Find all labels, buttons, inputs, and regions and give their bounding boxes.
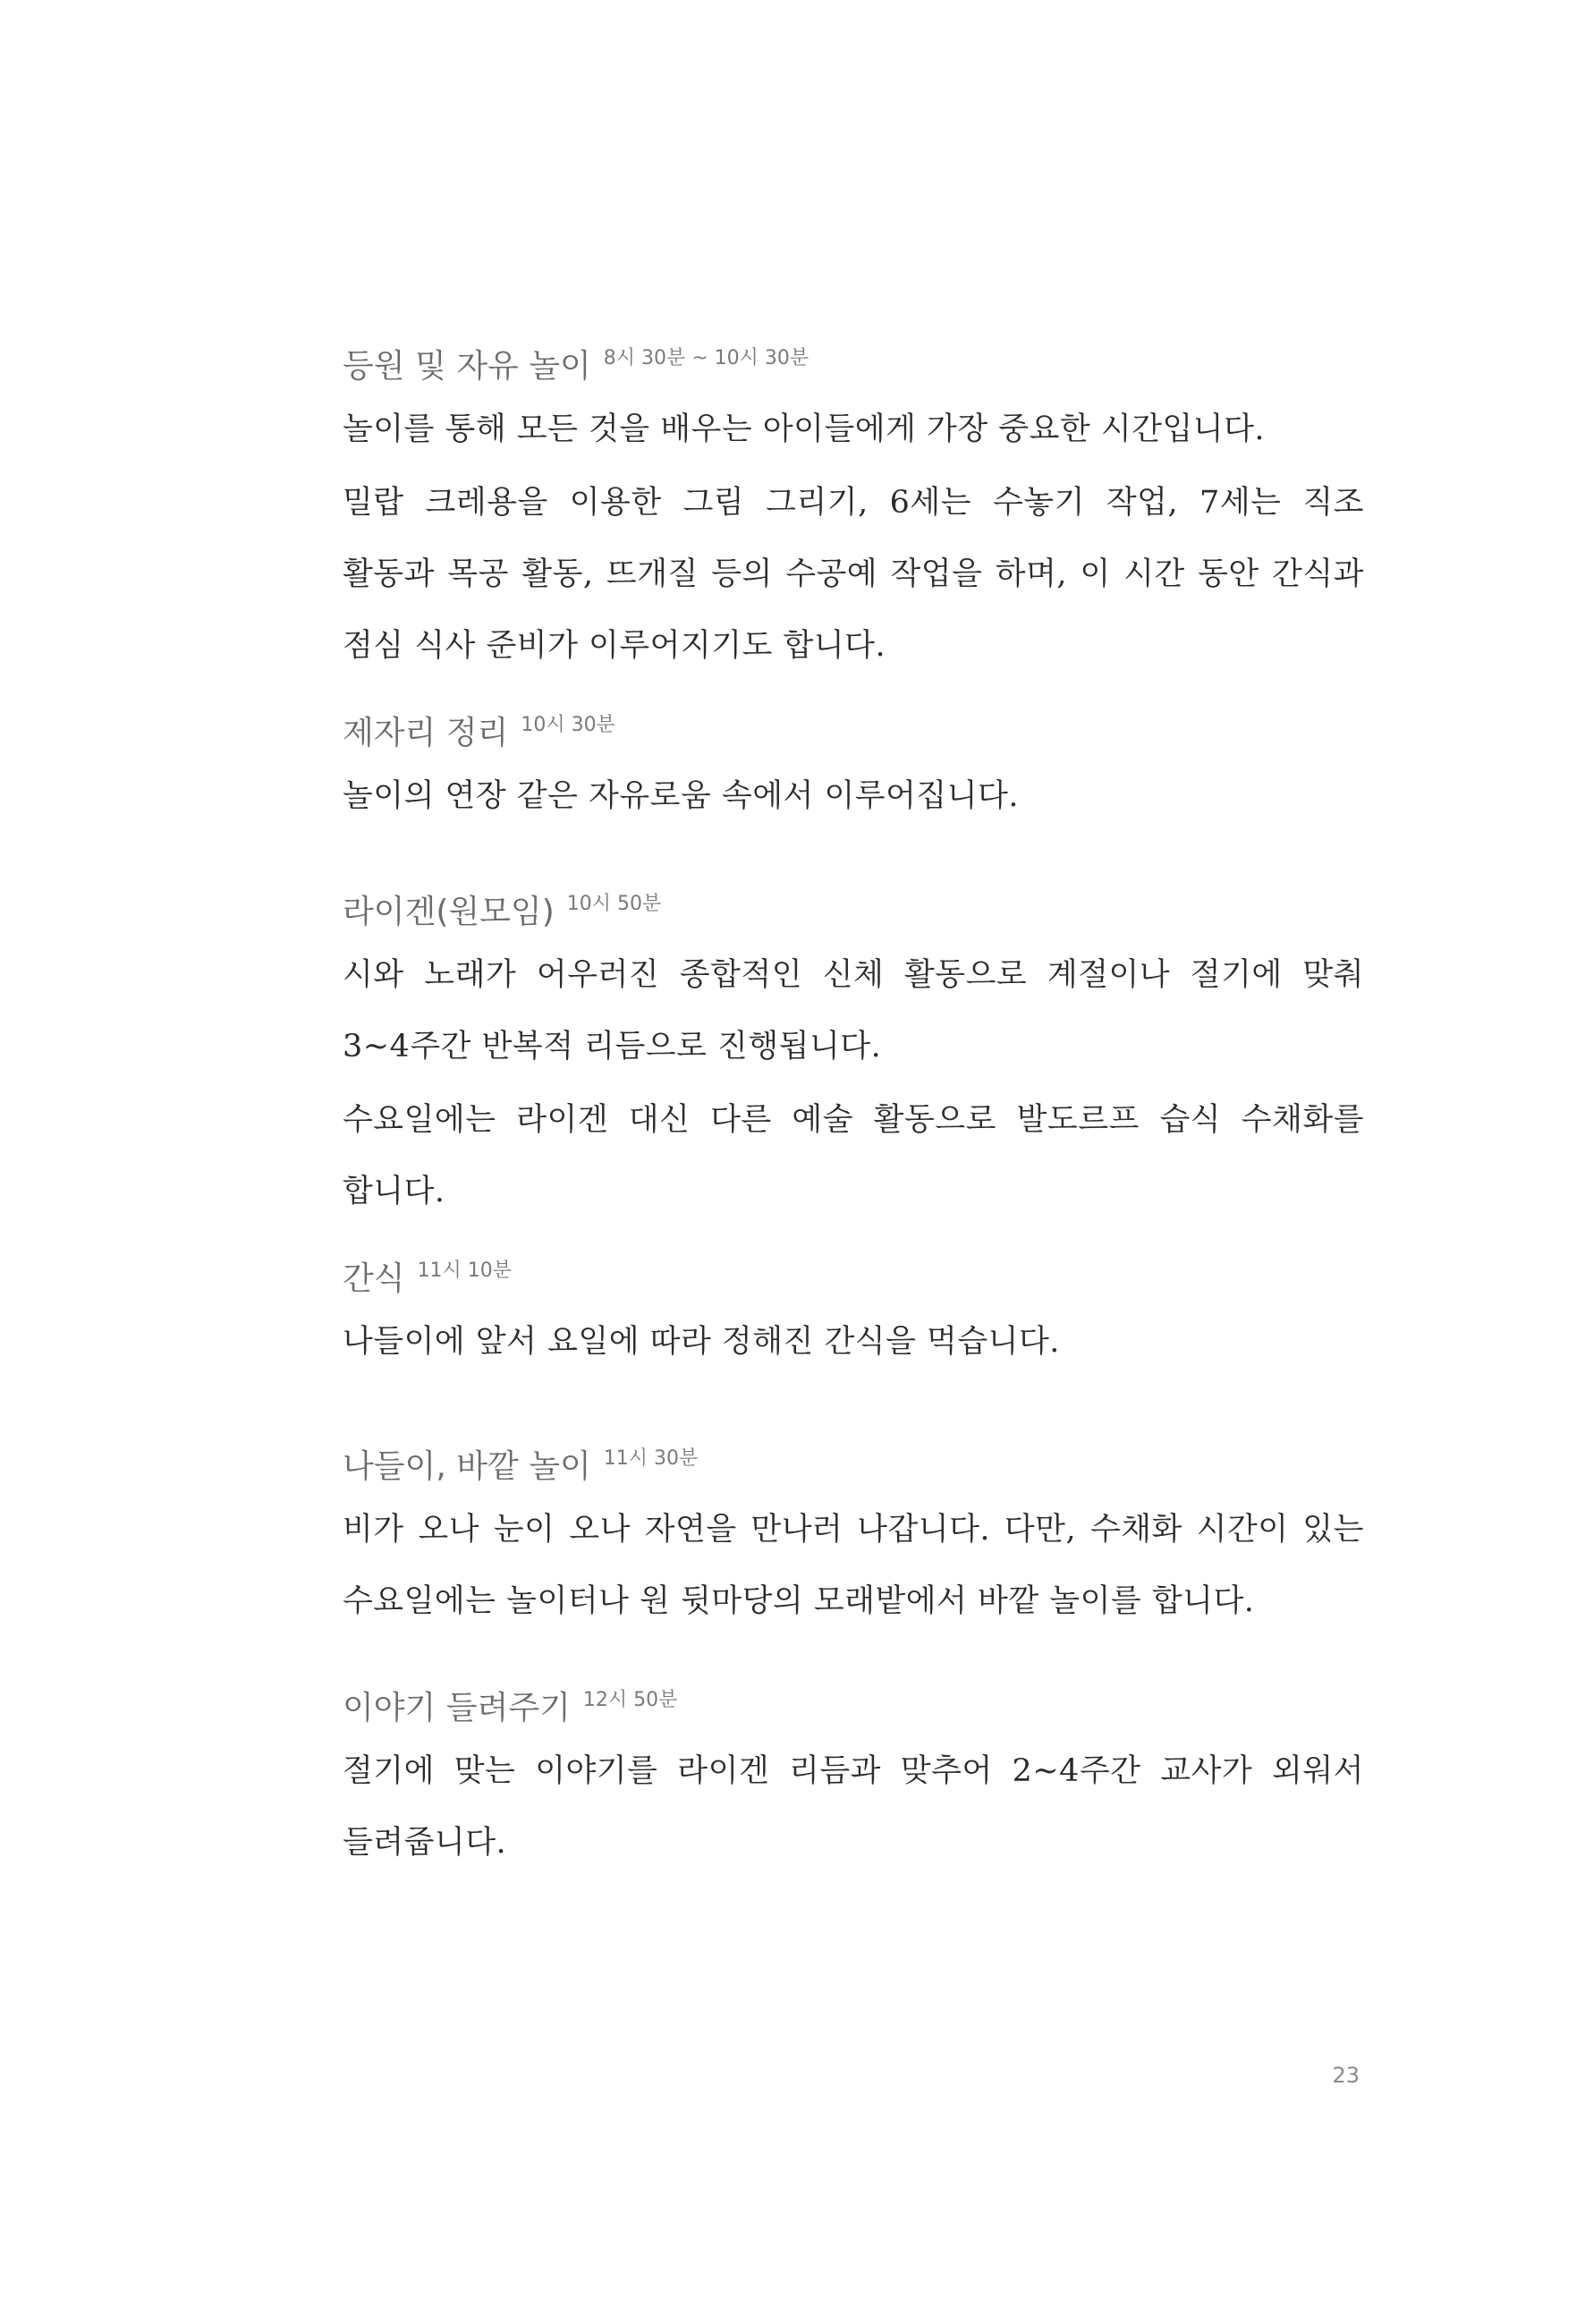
- section-heading: [343, 707, 1364, 760]
- section-time: 8시 30분 ~ 10시 30분: [603, 347, 809, 369]
- section-heading: [343, 1440, 1364, 1494]
- section-time: 11시 10분: [417, 1260, 513, 1282]
- section-paragraph: 놀이의 연장 같은 자유로움 속에서 이루어집니다.: [343, 778, 1019, 814]
- section-title: 등원 및 자유 놀이: [343, 348, 591, 385]
- section-title: 라이겐(원모임): [343, 894, 555, 930]
- section-heading: [343, 1252, 1364, 1306]
- section-paragraph: 시와 노래가 어우러진 종합적인 신체 활동으로 계절이나 절기에 맞춰 3~4주간 반복적 리듬으로 진행됩니다.: [343, 957, 1364, 1064]
- page-number: 23: [1332, 2063, 1360, 2088]
- section-paragraph: 놀이를 통해 모든 것을 배우는 아이들에게 가장 중요한 시간입니다.: [343, 411, 1266, 447]
- document-page: [343, 0, 1364, 2324]
- section-paragraph: 수요일에는 라이겐 대신 다른 예술 활동으로 발도르프 습식 수채화를 합니다.: [343, 1102, 1364, 1209]
- schedule-section-arrival: [343, 340, 1364, 682]
- section-paragraph: 나들이에 앞서 요일에 따라 정해진 간식을 먹습니다.: [343, 1324, 1060, 1360]
- section-time: 10시 30분: [521, 714, 615, 736]
- section-title: 이야기 들려주기: [343, 1690, 571, 1726]
- section-title: 간식: [343, 1260, 405, 1297]
- section-time: 11시 30분: [603, 1447, 699, 1470]
- section-heading: [343, 886, 1364, 939]
- section-paragraph: 비가 오나 눈이 오나 자연을 만나러 나갑니다. 다만, 수채화 시간이 있는 수요일에는 놀이터나 원 뒷마당의 모래밭에서 바깥 놀이를 합니다.: [343, 1512, 1364, 1619]
- schedule-section-snack: [343, 1252, 1364, 1378]
- section-paragraph: 밀랍 크레용을 이용한 그림 그리기, 6세는 수놓기 작업, 7세는 직조 활동과 목공 활동, 뜨개질 등의 수공예 작업을 하며, 이 시간 동안 간식과 점심 식사 준비가 이루어지기도 합니다.: [343, 485, 1364, 664]
- section-title: 제자리 정리: [343, 715, 509, 751]
- schedule-section-tidy-up: [343, 707, 1364, 832]
- section-time: 10시 50분: [566, 893, 662, 915]
- schedule-section-storytelling: [343, 1682, 1364, 1879]
- schedule-section-outing: [343, 1440, 1364, 1637]
- section-title: 나들이, 바깥 놀이: [343, 1448, 591, 1485]
- section-time: 12시 50분: [582, 1689, 678, 1711]
- section-heading: [343, 1682, 1364, 1735]
- section-heading: [343, 340, 1364, 394]
- section-paragraph: 절기에 맞는 이야기를 라이겐 리듬과 맞추어 2~4주간 교사가 외워서 들려줍니다.: [343, 1753, 1364, 1861]
- schedule-section-circle: [343, 886, 1364, 1227]
